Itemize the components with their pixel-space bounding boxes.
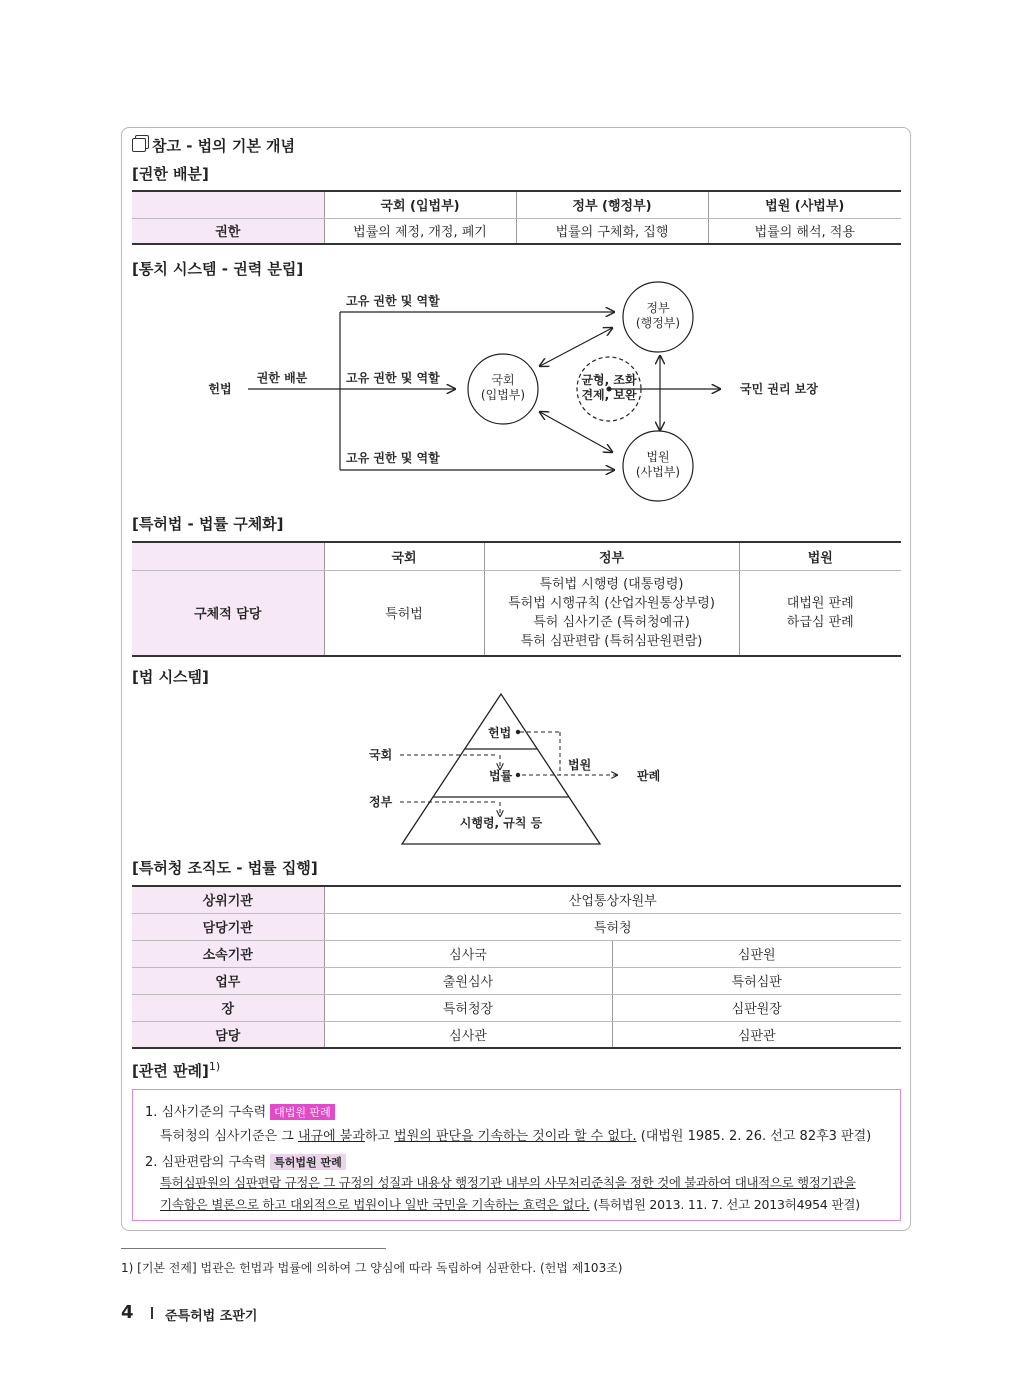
balance-label-2: 견제, 보완: [581, 388, 637, 402]
supreme-court-badge: 대법원 판례: [270, 1104, 335, 1120]
section-heading-patent-law: [특허법 - 법률 구체화]: [132, 515, 284, 533]
court-node-1: 법원: [646, 450, 670, 464]
case-1-text: 하고: [364, 1129, 395, 1144]
table-header-cell: 법원: [739, 542, 901, 570]
pyramid-precedent: 판례: [637, 769, 661, 783]
separation-of-powers-diagram: [0, 0, 1031, 520]
court-item: 대법원 판례: [786, 595, 854, 611]
case-1-text: 특허청의 심사기준은 그: [160, 1129, 298, 1144]
government-node-1: 정부: [646, 301, 670, 315]
pyramid-decree: 시행령, 규칙 등: [459, 816, 543, 830]
table-cell: 특허청: [324, 913, 901, 940]
patent-court-badge: 특허법원 판례: [270, 1154, 346, 1170]
case-1-title-text: 1. 심사기준의 구속력: [145, 1105, 267, 1120]
row-label: 담당기관: [132, 913, 324, 940]
section-heading-precedents: [132, 1060, 220, 1081]
case-2-underline: 기속함은 별론으로 하고 대외적으로 법원이나 일반 국민을 기속하는 효력은 없다.: [160, 1197, 590, 1212]
precedents-heading-text: [관련 판례]: [132, 1062, 209, 1080]
row-label: 장: [132, 994, 324, 1021]
section-heading-law-system: [법 시스템]: [132, 668, 209, 686]
assembly-node-2: (입법부): [480, 388, 526, 402]
table-header-cell: 국회: [324, 542, 484, 570]
reference-title-text: 참고 - 법의 기본 개념: [152, 137, 296, 155]
footnote: 1) [기본 전제] 법관은 헌법과 법률에 의하여 그 양심에 따라 독립하여 심판한다. (헌법 제103조): [121, 1261, 623, 1275]
pyramid-constitution: 헌법: [488, 726, 512, 740]
table-cell: 특허심판: [612, 967, 901, 994]
government-node-2: (행정부): [635, 316, 681, 330]
table-header-cell: 국회 (입법부): [324, 191, 516, 218]
table-header-cell: [132, 542, 324, 570]
footnote-mark: 1): [208, 1060, 221, 1073]
case-1-underline: 법원의 판단을 기속하는 것이라 할 수 없다.: [394, 1129, 637, 1144]
table-cell: 심판원: [612, 940, 901, 967]
case-1-title: [145, 1101, 335, 1120]
table-cell: 심판원장: [612, 994, 901, 1021]
constitution-label: 헌법: [208, 382, 232, 396]
table-header-cell: 법원 (사법부): [708, 191, 901, 218]
row-label: 권한: [132, 218, 324, 244]
role-label-top: 고유 권한 및 역할: [346, 294, 440, 308]
rights-label: 국민 권리 보장: [740, 382, 818, 396]
table-cell: 법률의 해석, 적용: [708, 218, 901, 244]
case-2-title-text: 2. 심판편람의 구속력: [145, 1155, 267, 1170]
table-cell: 법률의 제정, 개정, 폐기: [324, 218, 516, 244]
table-cell: 산업통상자원부: [324, 886, 901, 913]
case-2-title: [145, 1151, 346, 1170]
row-label: 상위기관: [132, 886, 324, 913]
gov-item: 특허 심사기준 (특허청예규): [533, 614, 690, 630]
book-title: 준특허법 조판기: [165, 1309, 258, 1324]
pyramid-court: 법원: [568, 758, 592, 772]
table-cell: 심사관: [324, 1021, 612, 1048]
table-cell: 특허청장: [324, 994, 612, 1021]
case-2-body-line-2: [160, 1195, 860, 1213]
footnote-divider: [121, 1248, 386, 1249]
case-2-citation: (특허법원 2013. 11. 7. 선고 2013허4954 판결): [589, 1197, 860, 1212]
row-label: 소속기관: [132, 940, 324, 967]
section-heading-separation: [통치 시스템 - 권력 분립]: [132, 260, 304, 278]
case-1-underline: 내규에 불과: [297, 1129, 365, 1144]
row-label: 담당: [132, 1021, 324, 1048]
distribution-label: 권한 배분: [256, 371, 308, 385]
law-pyramid-diagram: [0, 680, 1031, 850]
role-label-mid: 고유 권한 및 역할: [346, 371, 440, 385]
table-cell: 심사국: [324, 940, 612, 967]
footer-separator: [151, 1307, 153, 1319]
case-1-body: [160, 1125, 871, 1144]
balance-label-1: 균형, 조화: [581, 373, 637, 387]
table-cell: 특허법: [324, 570, 484, 656]
page-number: 4: [121, 1302, 134, 1323]
row-label: 업무: [132, 967, 324, 994]
table-cell: 심판관: [612, 1021, 901, 1048]
row-label: 구체적 담당: [132, 570, 324, 656]
section-heading-authority: [권한 배분]: [132, 165, 209, 183]
gov-item: 특허 심판편람 (특허심판원편람): [520, 633, 703, 649]
gov-item: 특허법 시행규칙 (산업자원통상부령): [508, 595, 715, 611]
pyramid-assembly: 국회: [369, 748, 393, 762]
court-item: 하급심 판례: [786, 614, 854, 630]
table-header-cell: 정부: [484, 542, 739, 570]
pyramid-law: 법률: [489, 769, 513, 783]
gov-item: 특허법 시행령 (대통령령): [539, 576, 684, 592]
court-node-2: (사법부): [635, 465, 681, 479]
case-1-citation: (대법원 1985. 2. 26. 선고 82후3 판결): [636, 1129, 872, 1144]
role-label-bottom: 고유 권한 및 역할: [346, 451, 440, 465]
patent-law-table: [132, 541, 901, 657]
case-2-underline: 특허심판원의 심판편람 규정은 그 규정의 성질과 내용상 행정기관 내부의 사무처리준칙을 정한 것에 불과하여 대내적으로 행정기관을: [160, 1175, 856, 1190]
table-cell: 출원심사: [324, 967, 612, 994]
case-2-body-line-1: [160, 1173, 856, 1191]
assembly-node-1: 국회: [491, 373, 515, 387]
table-cell-court: [739, 570, 901, 656]
table-cell-government: [484, 570, 739, 656]
table-cell: 법률의 구체화, 집행: [516, 218, 708, 244]
kipo-org-table: [132, 885, 901, 1049]
pyramid-government: 정부: [369, 795, 393, 809]
table-header-cell: 정부 (행정부): [516, 191, 708, 218]
section-heading-kipo-org: [특허청 조직도 - 법률 집행]: [132, 859, 318, 877]
